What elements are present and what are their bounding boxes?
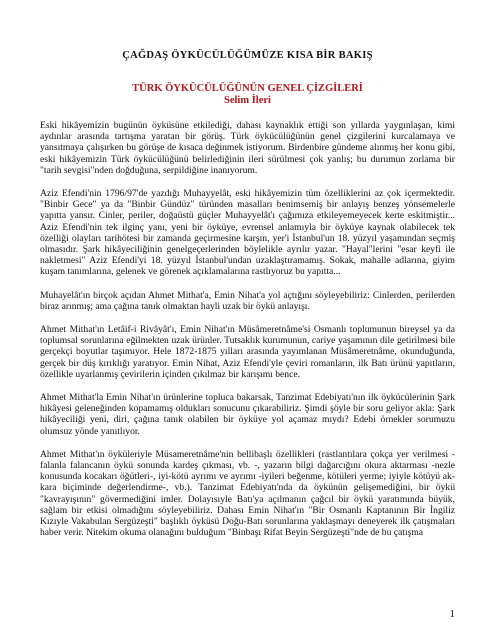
section-title: TÜRK ÖYKÜCÜLÜĞÜNÜN GENEL ÇİZGİLERİ (132, 83, 363, 94)
paragraph: Ahmet Mithat'ın Letâif-i Rivâyât'ı, Emin Nihat'ın Müsâmeretnâme'si Osmanlı toplumunun bireysel ya da toplumsal sorunlarına eğilmekten uzak ürünler. Tutsaklık kurumunun, cariye yaşamının dile getirilmesi bile gerçekçi boyutlar taşımıyor. Hele 1872-1875 yılları arasında yayımlanan Müsâmeretnâme, okunduğunda, gerçek bir düş kırıklığı yaratıyor. Emin Nihat, Aziz Efendi'yle çeviri romanların, ilk Batı ürünü yapıtların, özellikle uyarlanmış çevirilerin içinden çıkılmaz bir karışımı bence. (40, 324, 455, 380)
paragraph: Muhayelât'ın birçok açıdan Ahmet Mithat'a, Emin Nihat'a yol açtığını söyleyebiliriz: Cinlerden, perilerden biraz arınmış; ama çağına tanık olmaktan hayli uzak bir öykü anlayışı. (40, 289, 455, 312)
page-number: 1 (449, 608, 455, 620)
paragraph: Ahmet Mithat'ın öyküleriyle Müsameretnâme'nin bellibaşlı özellikleri (rastlantılara çokça yer verilmesi -falanla falancanın öykü sonunda kardeş çıkması, vb. -, yazarın bilgi dağarcığını okura aktarması -nezle konusunda kocakarı öğütleri-, iyi-kötü ayrımı ve ayrımı -iyileri beğenme, kötüleri yerme; iyiyle kötüyü ak-kara biçiminde değerlendirme-, vb.). Tanzimat Edebiyatı'nda da öykünün gelişemediğini, bir öykü "kavrayışının" gövermediğini imler. Dolayısıyle Batı'ya açılmanın çağcıl bir öykü yaratımında büyük, sağlam bir etkisi olmadığını söyleyebiliriz. Dahası Emin Nihat'ın "Bir Osmanlı Kaptanının Bir İngiliz Kızıyle Vakabulan Sergüzeşti" başlıklı öyküsü Doğu-Batı sorunlarına yaklaşmayı deneyerek ilk çatışmaları haber verir. Nitekim okuma olanağını bulduğum "Binbaşı Rifat Beyin Sergüzeşti"nde de bu çatışma (40, 448, 455, 539)
paragraph: Aziz Efendi'nin 1796/97'de yazdığı Muhayyelât, eski hikâyemizin tüm özelliklerini az çok içermektedir. "Binbir Gece" ya da "Binbir Gündüz" türünden masalları benimsemiş bir anlayış benzeş yönsemelerle yapıtta yansır. Cinler, periler, doğaüstü güçler Muhayyelât'ı çağımıza etkileyemeyecek kerte eskitmiştir... Aziz Efendi'nin tek ilginç yanı, yeni bir öyküye, evrensel anlamıyla bir öyküye kaynak olabilecek tek özelliği olayları tarihötesi bir zamanda geçirmesine karşın, yer'i İstanbul'un 18. yüzyıl yaşamından seçmiş olmasıdır. Şark hikâyeciliğinin genelgeçerlerinden böylelikle ayrılır yazar. "Hayal"lerini "esar keyfi ile nakletmesi" Aziz Efendi'yi 18. yüzyıl İstanbul'undan uzaklaştıramamış. Sokak, mahalle adlarına, giyim kuşam tanımlarına, gelenek ve görenek açıklamalarına rastlıyoruz bu yapıtta... (40, 188, 455, 278)
paragraph: Ahmet Mithat'la Emin Nihat'ın ürünlerine topluca bakarsak, Tanzimat Edebiyatı'nın ilk öykücülerinin Şark hikâyesi geleneğinden kopamamış oldukları sonucunu çıkarabiliriz. Şimdi şöyle bir soru geliyor akla: Şark hikâyeciliği yeni, diri, çağına tanık olabilen bir öyküye yol açamaz mıydı? Edebi örnekler sorumuzu olumsuz yönde yanıtlıyor. (40, 392, 455, 437)
author-name: Selim İleri (224, 95, 271, 106)
paragraph: Eski hikâyemizin bugünün öyküsüne etkilediği, dahası kaynaklık ettiği son yıllarda yaygınlaşan, kimi aydınlar arasında tartışma yaratan bir görüş. Türk öykücülüğünün genel çizgilerini kurcalamaya ve yansıtmaya çalışırken bu görüşe de kısaca değinmek istiyorum. Birdenbire gündeme alınmış her konu gibi, eski hikâyemizin Türk öykücülüğünü belirlediğinin ileri sürülmesi çok yanlış; bu durumun zorlama bir "tarih sevgisi"nden doğduğuna, serpildiğine inanıyorum. (40, 120, 455, 176)
document-title: ÇAĞDAŞ ÖYKÜCÜLÜĞÜMÜZE KISA BİR BAKIŞ (122, 50, 373, 61)
